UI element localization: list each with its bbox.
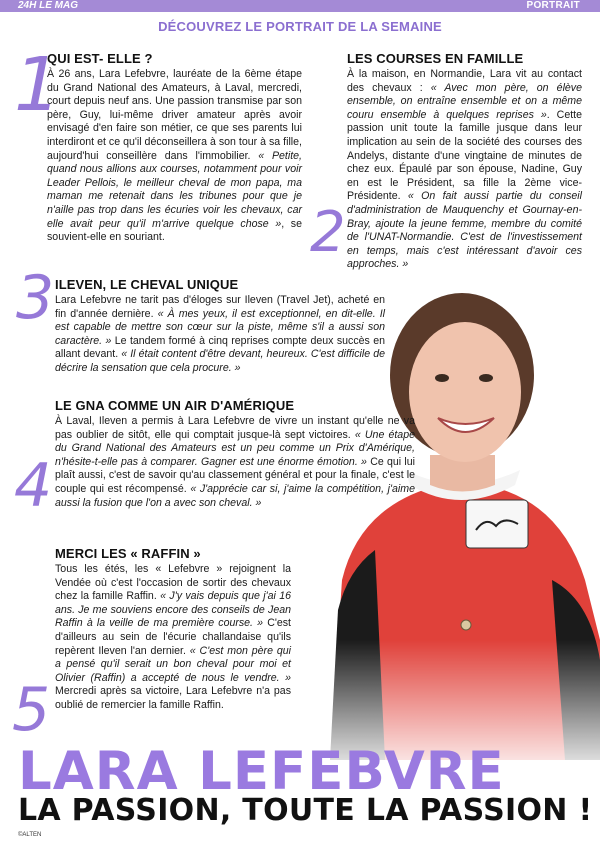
subject-name: LARA LEFEBVRE [18, 741, 505, 802]
section-text-4: À Laval, Ileven a permis à Lara Lefebvre de vivre un instant qu'elle ne va pas oublier de sitôt, elle qui comptait jusque-là sept victoires. « Une étape du Grand National des Amateurs est un peu comme un Prix d'Amérique, n'hésite-t-elle pas à comparer. Gagner est une énorme émotion. » Ce qui lui plaît aussi, c'est de savoir qu'au classement général et pour la finale, c'est le couple qui est récompensé. « J'apprécie car si, j'aime la compétition, j'aime aussi la fusion que l'on a avec son cheval. » [55, 415, 415, 509]
section-text-5: Tous les étés, les « Lefebvre » rejoignent la Vendée où c'est l'occasion de sortir des chevaux chez la famille Raffin. « J'y vais depuis que j'ai 16 ans. Je me souviens encore des conseils de Jean Raffin à la veille de ma première course. » C'est d'ailleurs au sein de l'écurie challandaise qu'ils repèrent Ileven l'an dernier. « C'est mon père qui a pensé qu'il serait un bon cheval pour moi et Olivier (Raffin) a accepté de nous le vendre. » Mercredi après sa victoire, Lara Lefebvre n'a pas oublié de remercier la famille Raffin. [55, 563, 291, 711]
headline-tagline: LA PASSION, TOUTE LA PASSION ! [18, 793, 593, 828]
section-number-3: 3 [16, 263, 55, 333]
section-title-3: ILEVEN, LE CHEVAL UNIQUE [55, 277, 239, 292]
photo-credit: ©ALTEN [18, 832, 42, 838]
section-number-1: 1 [14, 42, 62, 128]
section-text-3: Lara Lefebvre ne tarit pas d'éloges sur Ileven (Travel Jet), acheté en fin d'année dernière. « À mes yeux, il est exceptionnel, en dit-elle. Il est capable de mettre son cœur sur la piste, même s'il a aussi son caractère. » Le tandem formé à cinq reprises compte deux succès en allant devant. « Il était content d'être devant, heureux. C'est difficile de décrire la sensation que cela procure. » [55, 294, 385, 374]
section-number-4: 4 [14, 451, 53, 521]
magazine-name: 24H LE MAG [18, 0, 79, 11]
section-text-2: À la maison, en Normandie, Lara vit au contact des chevaux : « Avec mon père, on élève ensemble, on entraîne ensemble et on a même couru ensemble à quelques reprises ». Cette passion unit toute la famille jusque dans leur implication au sein de la société des courses des Andelys, distante d'une vingtaine de minutes de chez eux. Épaulé par son épouse, Nadine, Guy en est le Président, sa fille la 2ème vice-Présidente. « On fait aussi partie du conseil d'administration de Mauquenchy et Gournay-en-Bray, ajoute la jeune femme, membre du comité de l'UNAT-Normandie. C'est de l'investissement en temps, mais c'est intéressant d'avoir ces approches. » [347, 68, 582, 271]
top-bar [0, 0, 600, 12]
kicker: DÉCOUVREZ LE PORTRAIT DE LA SEMAINE [158, 19, 442, 34]
section-title-2: LES COURSES EN FAMILLE [347, 51, 524, 66]
section-title-4: LE GNA COMME UN AIR D'AMÉRIQUE [55, 398, 295, 413]
section-title-1: QUI EST- ELLE ? [47, 51, 153, 66]
section-label: PORTRAIT [526, 0, 580, 11]
section-title-5: MERCI LES « RAFFIN » [55, 546, 201, 561]
section-number-5: 5 [12, 675, 51, 745]
section-text-1: À 26 ans, Lara Lefebvre, lauréate de la 6ème étape du Grand National des Amateurs, à Laval, mercredi, court depuis neuf ans. Une passion transmise par son père, Guy, lui-même driver amateur après avoir envisagé d'en faire son métier, ce que ses parents lui interdiront et ce qu'il déconseillera à son tour à sa fille, aujourd'hui conseillère dans l'immobilier. « Petite, quand nous allions aux courses, notamment pour voir Leader Pellois, le meilleur cheval de mon papa, ma maman me retenait dans les tribunes pour que je n'aille pas trop dans les écuries voir les chevaux, car elle avait peur qu'il m'arrive quelque chose », se souvient-elle en souriant. [47, 68, 303, 244]
section-number-2: 2 [310, 200, 346, 265]
